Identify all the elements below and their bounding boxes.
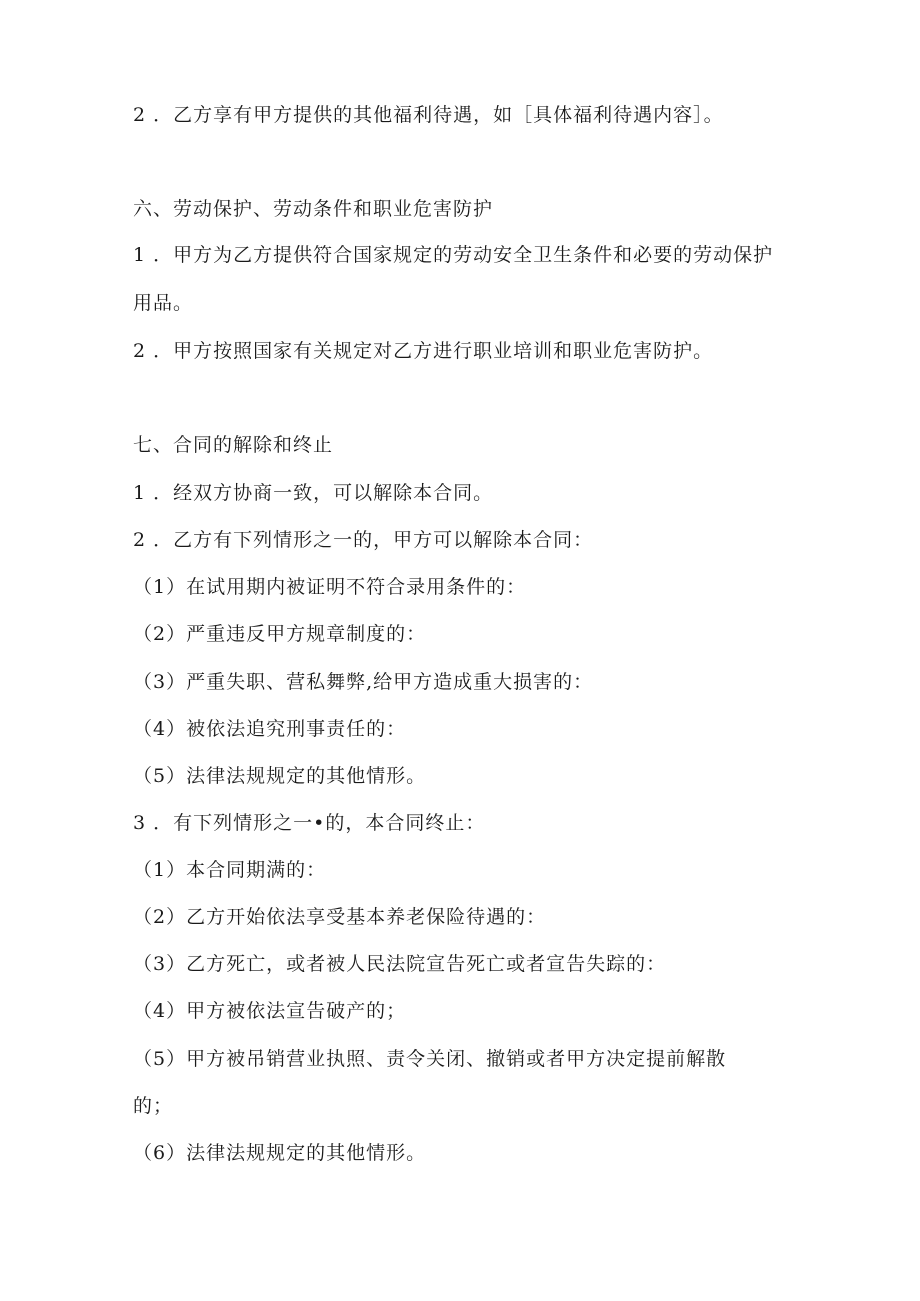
clause-7-item-3-sub-5-line-2: 的； <box>133 1095 174 1117</box>
clause-7-item-3-sub-1: （1）本合同期满的： <box>133 859 327 881</box>
clause-7-item-2: 2 ．乙方有下列情形之一的，甲方可以解除本合同： <box>133 529 594 551</box>
clause-7-item-3-sub-3: （3）乙方死亡，或者被人民法院宣告死亡或者宣告失踪的： <box>133 953 667 975</box>
section-7-heading: 七、合同的解除和终止 <box>133 434 334 456</box>
clause-7-item-1: 1 ．经双方协商一致，可以解除本合同。 <box>133 482 494 504</box>
clause-7-item-3-sub-2: （2）乙方开始依法享受基本养老保险待遇的： <box>133 906 547 928</box>
clause-7-item-3: 3 ．有下列情形之一•的，本合同终止： <box>133 812 486 834</box>
clause-6-item-1-line-1: 1 ．甲方为乙方提供符合国家规定的劳动安全卫生条件和必要的劳动保护 <box>133 244 774 266</box>
clause-7-item-2-sub-5: （5）法律法规规定的其他情形。 <box>133 765 427 787</box>
clause-6-item-1-line-2: 用品。 <box>133 292 194 314</box>
clause-7-item-3-sub-4: （4）甲方被依法宣告破产的； <box>133 1000 407 1022</box>
clause-7-item-2-sub-3: （3）严重失职、营私舞弊,给甲方造成重大损害的： <box>133 671 594 693</box>
clause-7-item-2-sub-2: （2）严重违反甲方规章制度的： <box>133 623 427 645</box>
clause-7-item-2-sub-4: （4）被依法追究刑事责任的： <box>133 718 407 740</box>
section-6-heading: 六、劳动保护、劳动条件和职业危害防护 <box>133 198 494 220</box>
clause-7-item-3-sub-6: （6）法律法规规定的其他情形。 <box>133 1142 427 1164</box>
clause-7-item-2-sub-1: （1）在试用期内被证明不符合录用条件的： <box>133 576 527 598</box>
clause-7-item-3-sub-5-line-1: （5）甲方被吊销营业执照、责令关闭、撤销或者甲方决定提前解散 <box>133 1048 727 1070</box>
clause-6-item-2: 2 ．甲方按照国家有关规定对乙方进行职业培训和职业危害防护。 <box>133 340 714 362</box>
clause-5-item-2: 2 ．乙方享有甲方提供的其他福利待遇，如［具体福利待遇内容］。 <box>133 104 724 126</box>
